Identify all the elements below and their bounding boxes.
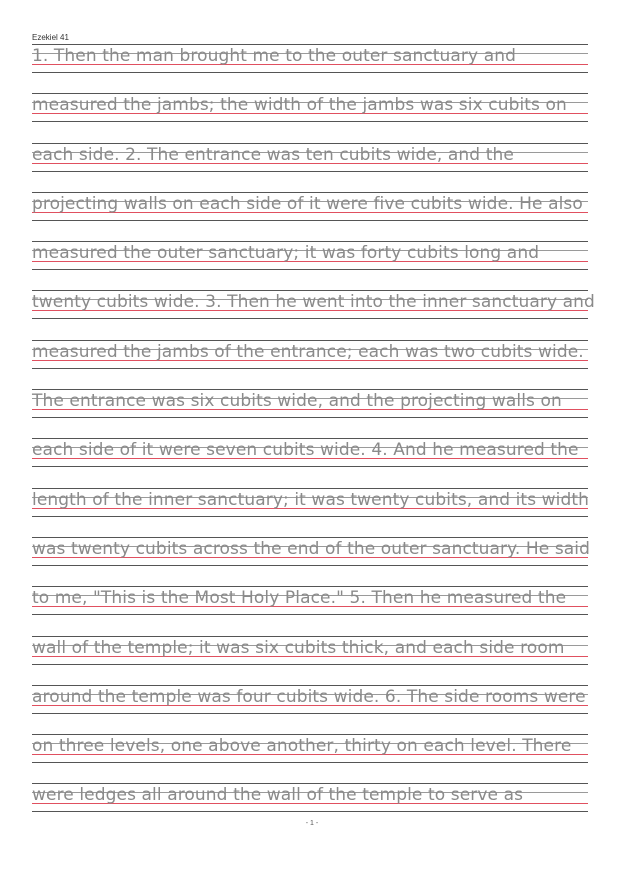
writing-line: [32, 488, 588, 537]
line-text: measured the outer sanctuary; it was forty cubits long and: [32, 243, 540, 264]
writing-line: [32, 290, 595, 339]
page-number: - 1 -: [305, 820, 319, 827]
writing-line: [32, 586, 588, 635]
line-text: to me, "This is the Most Holy Place." 5. Then he measured the: [32, 588, 567, 609]
line-text: each side of it were seven cubits wide. 4. And he measured the: [32, 440, 579, 461]
writing-line: [32, 241, 588, 290]
writing-line: [32, 734, 588, 783]
line-text: on three levels, one above another, thirty on each level. There: [32, 736, 572, 757]
writing-line: [32, 192, 588, 241]
writing-line: [32, 537, 591, 586]
line-text: wall of the temple; it was six cubits thick, and each side room: [32, 637, 565, 658]
writing-line: [32, 685, 588, 734]
line-text: was twenty cubits across the end of the outer sanctuary. He said: [32, 538, 591, 559]
writing-line: [32, 636, 588, 685]
line-text: around the temple was four cubits wide. 6. The side rooms were: [32, 686, 586, 707]
writing-line: [32, 389, 588, 438]
line-text: measured the jambs; the width of the jambs was six cubits on: [32, 95, 567, 116]
writing-line: [32, 44, 588, 93]
writing-line: [32, 340, 588, 389]
line-text: each side. 2. The entrance was ten cubits wide, and the: [32, 144, 514, 165]
line-text: twenty cubits wide. 3. Then he went into the inner sanctuary and: [32, 292, 595, 313]
line-text: length of the inner sanctuary; it was twenty cubits, and its width: [32, 489, 590, 510]
writing-line: [32, 438, 588, 487]
line-text: measured the jambs of the entrance; each was two cubits wide.: [32, 341, 584, 362]
page-header: Ezekiel 41: [32, 33, 69, 42]
line-text: projecting walls on each side of it were five cubits wide. He also: [32, 193, 583, 214]
handwriting-lines: [32, 44, 595, 833]
line-text: were ledges all around the wall of the temple to serve as: [32, 785, 524, 806]
writing-line: [32, 143, 588, 192]
writing-line: [32, 93, 588, 142]
line-text: The entrance was six cubits wide, and the projecting walls on: [32, 391, 562, 412]
line-text: 1. Then the man brought me to the outer sanctuary and: [32, 46, 516, 66]
